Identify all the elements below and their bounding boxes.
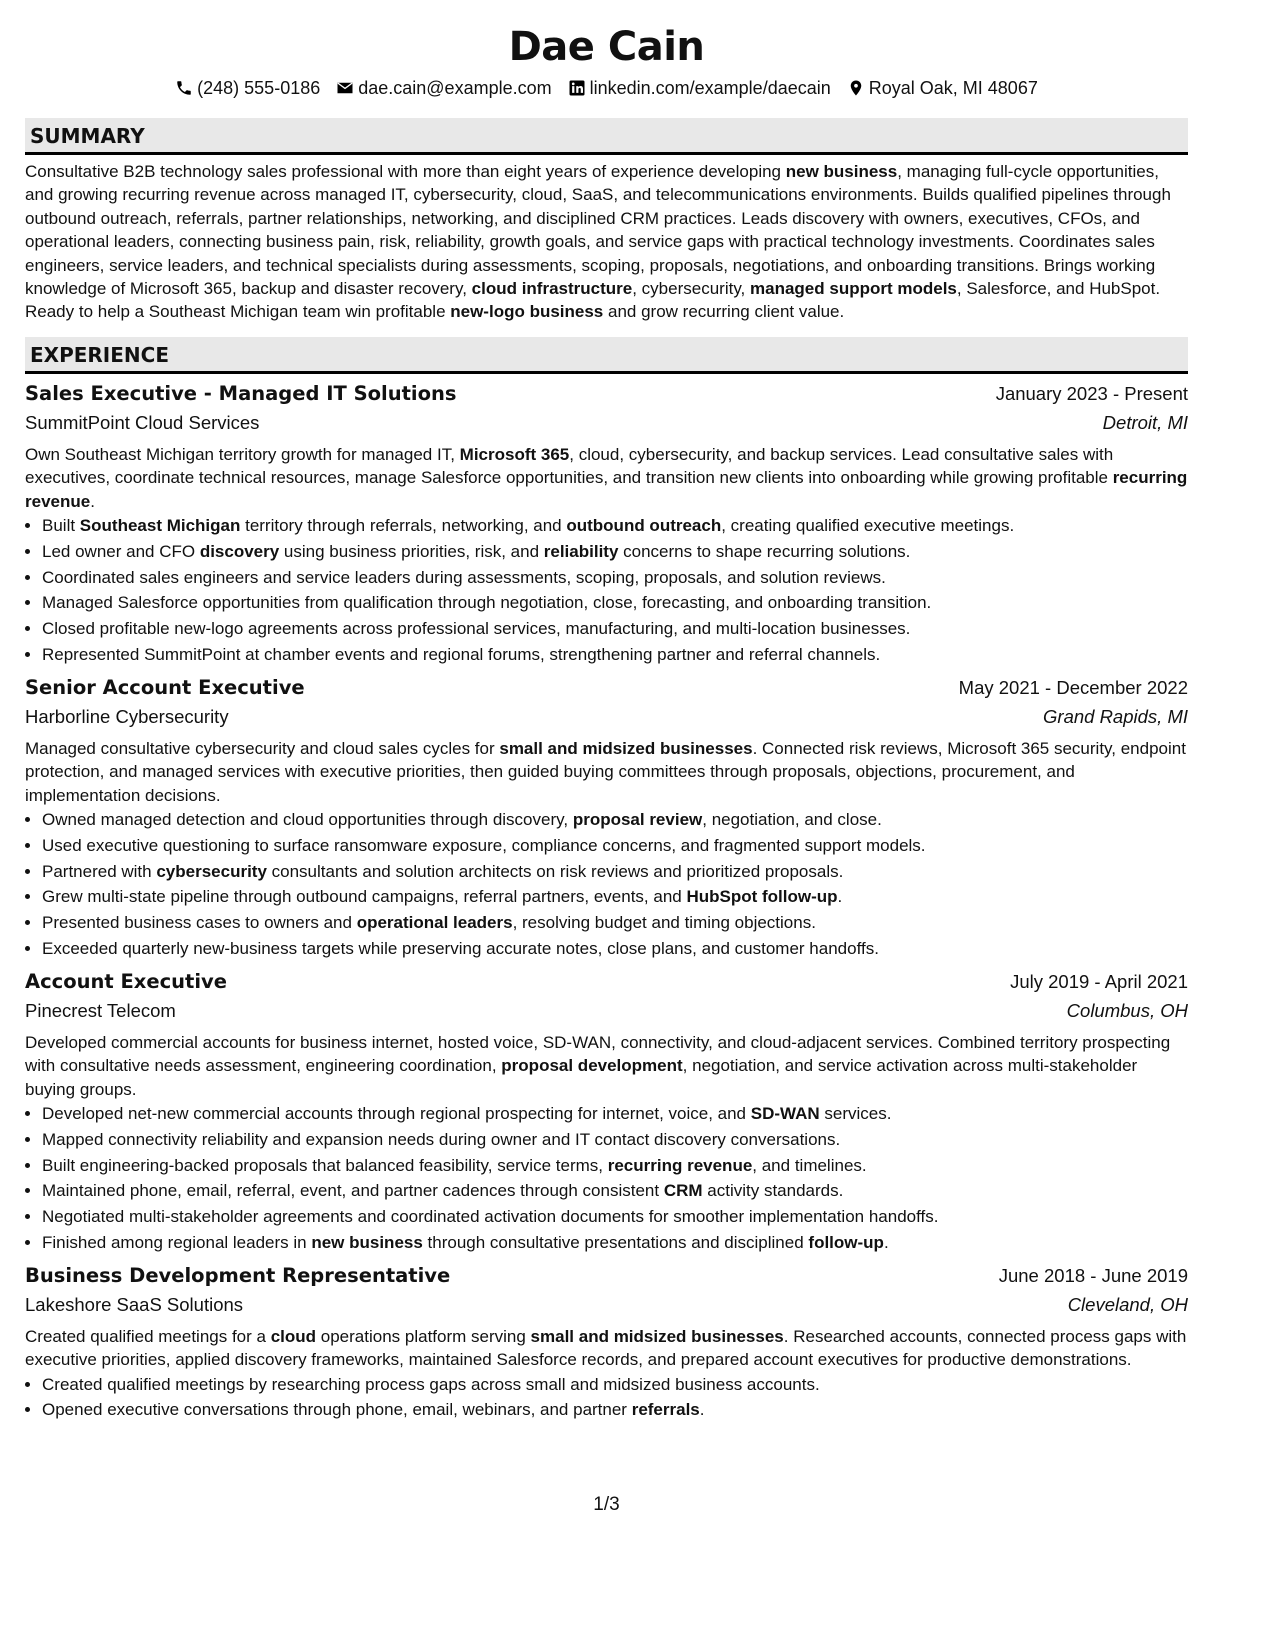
job-header: [25, 380, 1188, 408]
contact-phone[interactable]: [175, 76, 320, 100]
job-location: Columbus, OH: [1066, 999, 1188, 1021]
experience-heading: EXPERIENCE: [25, 337, 1188, 374]
job-header: [25, 674, 1188, 702]
bullet-item: • Closed profitable new-logo agreements across professional services, manufacturing, and multi-location businesses.: [42, 616, 1188, 642]
contact-linkedin[interactable]: [568, 76, 831, 100]
job-description: Managed consultative cybersecurity and cloud sales cycles for small and midsized businesses. Connected risk reviews, Microsoft 365 security, endpoint protection, and managed services with executive priorities, then guided buying committees through proposals, objections, procurement, and implementation decisions.: [25, 738, 1186, 805]
bullet-item: • Finished among regional leaders in new business through consultative presentations and disciplined follow-up.: [42, 1230, 1188, 1256]
summary-heading: SUMMARY: [25, 118, 1188, 155]
linkedin-text: linkedin.com/example/daecain: [589, 78, 831, 98]
job-dates: July 2019 - April 2021: [1010, 970, 1188, 992]
job-description: Own Southeast Michigan territory growth for managed IT, Microsoft 365, cloud, cybersecurity, and backup services. Lead consultative sales with executives, coordinate technical resources, manage Salesforce opportunities, and transition new clients into onboarding while growing profitable recurring revenue.: [25, 444, 1188, 511]
job-subheader: [25, 702, 1188, 731]
email-text: dae.cain@example.com: [358, 78, 552, 98]
bullet-item: • Created qualified meetings by researching process gaps across small and midsized business accounts.: [42, 1372, 1188, 1398]
job-description: Created qualified meetings for a cloud operations platform serving small and midsized businesses. Researched accounts, connected process gaps with executive priorities, applied discovery frameworks, maintained Salesforce records, and prepared account executives for productive demonstrations.: [25, 1326, 1187, 1370]
bullet-item: • Managed Salesforce opportunities from qualification through negotiation, close, forecasting, and onboarding transition.: [42, 590, 1188, 616]
bullet-item: • Opened executive conversations through phone, email, webinars, and partner referrals.: [42, 1397, 1188, 1423]
job-title: Senior Account Executive: [25, 675, 305, 699]
job-location: Grand Rapids, MI: [1043, 705, 1188, 727]
job-title: Business Development Representative: [25, 1263, 451, 1287]
job-title: Sales Executive - Managed IT Solutions: [25, 381, 457, 405]
bullet-item: • Presented business cases to owners and operational leaders, resolving budget and timing objections.: [42, 910, 1188, 936]
linkedin-icon: [568, 79, 586, 97]
bullet-item: • Owned managed detection and cloud opportunities through discovery, proposal review, negotiation, and close.: [42, 807, 1188, 833]
page-number: 1/3: [593, 1494, 620, 1515]
job-title: Account Executive: [25, 969, 227, 993]
bullet-item: • Represented SummitPoint at chamber events and regional forums, strengthening partner and referral channels.: [42, 642, 1188, 668]
job-location: Cleveland, OH: [1067, 1293, 1188, 1315]
job-entry: [25, 380, 1188, 668]
contact-bar: [25, 76, 1188, 100]
job-entry: [25, 968, 1188, 1256]
location-text: Royal Oak, MI 48067: [868, 78, 1038, 98]
job-subheader: [25, 996, 1188, 1025]
job-entry: [25, 674, 1188, 962]
summary-text: Consultative B2B technology sales professional with more than eight years of experience developing new business, managing full-cycle opportunities, and growing recurring revenue across managed IT, cybersecurity, cloud, SaaS, and telecommunications environments. Builds qualified pipelines through outbound outreach, referrals, partner relationships, networking, and disciplined CRM practices. Leads discovery with owners, executives, CFOs, and operational leaders, connecting business pain, risk, reliability, growth goals, and service gaps with practical technology investments. Coordinates sales engineers, service leaders, and technical specialists during assessments, scoping, proposals, negotiations, and onboarding transitions. Brings working knowledge of Microsoft 365, backup and disaster recovery, cloud infrastructure, cybersecurity, managed support models, Salesforce, and HubSpot. Ready to help a Southeast Michigan team win profitable new-logo business and grow recurring client value.: [25, 162, 1171, 322]
bullet-item: • Used executive questioning to surface ransomware exposure, compliance concerns, and fragmented support models.: [42, 833, 1188, 859]
job-company: SummitPoint Cloud Services: [25, 411, 260, 433]
bullet-item: • Built engineering-backed proposals that balanced feasibility, service terms, recurring revenue, and timelines.: [42, 1153, 1188, 1179]
map-pin-icon: [847, 79, 865, 97]
job-company: Harborline Cybersecurity: [25, 705, 229, 727]
bullet-item: • Mapped connectivity reliability and expansion needs during owner and IT contact discovery conversations.: [42, 1127, 1188, 1153]
candidate-name: Dae Cain: [508, 24, 705, 70]
bullet-item: • Negotiated multi-stakeholder agreements and coordinated activation documents for smoother implementation handoffs.: [42, 1204, 1188, 1230]
resume-page: [25, 22, 1188, 1423]
bullet-item: • Exceeded quarterly new-business targets while preserving accurate notes, close plans, and customer handoffs.: [42, 936, 1188, 962]
job-dates: January 2023 - Present: [995, 382, 1188, 404]
experience-list: [25, 380, 1188, 1423]
job-subheader: [25, 1290, 1188, 1319]
bullet-item: • Coordinated sales engineers and service leaders during assessments, scoping, proposals, and solution reviews.: [42, 565, 1188, 591]
job-bullets: [25, 513, 1188, 668]
bullet-item: • Maintained phone, email, referral, event, and partner cadences through consistent CRM activity standards.: [42, 1178, 1188, 1204]
envelope-icon: [336, 79, 354, 97]
phone-icon: [175, 79, 193, 97]
contact-location: [847, 76, 1038, 100]
job-bullets: [25, 1372, 1188, 1424]
job-dates: June 2018 - June 2019: [998, 1264, 1188, 1286]
job-location: Detroit, MI: [1102, 411, 1188, 433]
job-subheader: [25, 408, 1188, 437]
bullet-item: • Grew multi-state pipeline through outbound campaigns, referral partners, events, and HubSpot follow-up.: [42, 884, 1188, 910]
contact-email[interactable]: [336, 76, 551, 100]
bullet-item: • Developed net-new commercial accounts through regional prospecting for internet, voice, and SD-WAN services.: [42, 1101, 1188, 1127]
job-header: [25, 968, 1188, 996]
bullet-item: • Partnered with cybersecurity consultants and solution architects on risk reviews and prioritized proposals.: [42, 859, 1188, 885]
job-description: Developed commercial accounts for business internet, hosted voice, SD-WAN, connectivity, and cloud-adjacent services. Combined territory prospecting with consultative needs assessment, engineering coordination, proposal development, negotiation, and service activation across multi-stakeholder buying groups.: [25, 1032, 1171, 1099]
bullet-item: • Built Southeast Michigan territory through referrals, networking, and outbound outreach, creating qualified executive meetings.: [42, 513, 1188, 539]
job-entry: [25, 1262, 1188, 1423]
job-company: Pinecrest Telecom: [25, 999, 176, 1021]
job-dates: May 2021 - December 2022: [958, 676, 1188, 698]
bullet-item: • Led owner and CFO discovery using business priorities, risk, and reliability concerns to shape recurring solutions.: [42, 539, 1188, 565]
job-bullets: [25, 1101, 1188, 1256]
phone-text: (248) 555-0186: [197, 78, 321, 98]
job-bullets: [25, 807, 1188, 962]
job-header: [25, 1262, 1188, 1290]
job-company: Lakeshore SaaS Solutions: [25, 1293, 244, 1315]
